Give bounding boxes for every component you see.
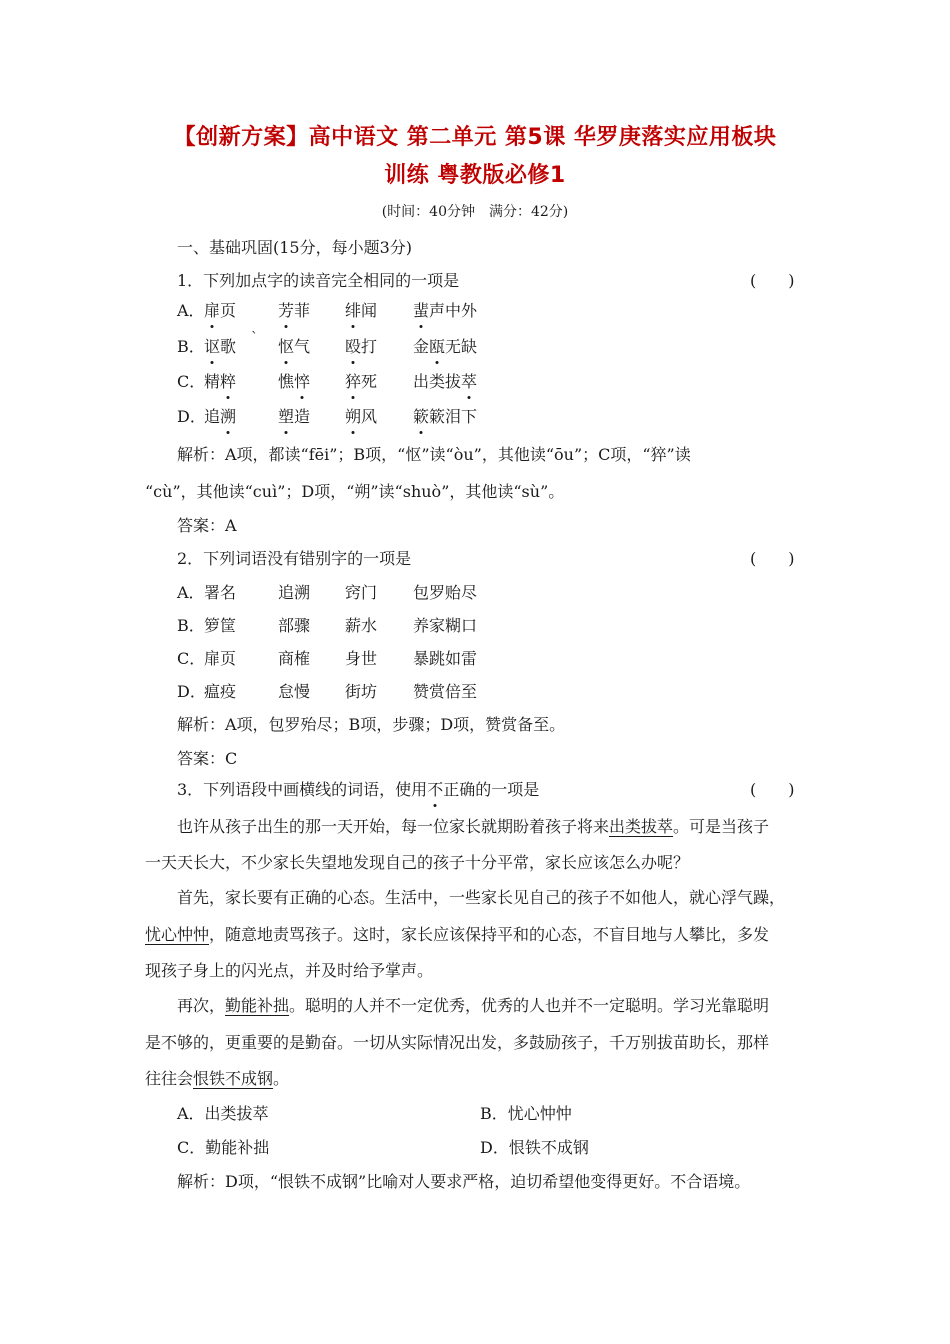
option-word: 扉页: [204, 649, 237, 668]
option-label: B．: [177, 616, 205, 635]
q2-answer-blank: ( ): [750, 549, 795, 568]
q3-para2-line3: 现孩子身上的闪光点，并及时给予掌声。: [145, 961, 434, 980]
option-word: [278, 404, 310, 427]
q3-option-b: B．忧心忡忡: [480, 1104, 572, 1123]
dotted-char: 猝: [345, 369, 361, 392]
dotted-char: 朔: [345, 404, 361, 427]
q3-para3-line2: 是不够的，更重要的是勤奋。一切从实际情况出发，多鼓励孩子，千万别拔苗助长，那样: [145, 1033, 770, 1052]
doc-title-line2: 训练 粤教版必修1: [384, 163, 566, 188]
option-word: 窍门: [345, 583, 378, 602]
section-heading: 一、基础巩固(15分，每小题3分): [177, 238, 413, 257]
q3-p3-text-d: 往往会: [145, 1069, 194, 1088]
q3-answer-blank: ( ): [750, 780, 795, 799]
option-word: [204, 404, 236, 427]
option-word: 包罗贻尽: [413, 583, 478, 602]
option-word: [278, 298, 310, 321]
dotted-char: 讴: [204, 334, 220, 357]
dotted-char: 蜚: [413, 298, 429, 321]
word-part: 憔: [278, 372, 295, 391]
option-word: 怠慢: [278, 682, 311, 701]
option-word: 商榷: [278, 649, 311, 668]
dotted-char: 溯: [220, 404, 236, 427]
q3-underlined-term-4: 恨铁不成钢: [193, 1069, 274, 1088]
option-word: [278, 334, 310, 357]
q3-para2-line2: [145, 922, 769, 945]
word-part: 金: [413, 337, 430, 356]
q3-option-d: D．恨铁不成钢: [480, 1138, 589, 1157]
dotted-char: 芳: [278, 298, 294, 321]
option-word: [345, 404, 377, 427]
q3-para2-line1: 首先，家长要有正确的心态。生活中，一些家长见自己的孩子不如他人，就心浮气躁，: [177, 888, 786, 907]
stray-mark: `: [251, 330, 258, 346]
word-part: 无缺: [445, 337, 478, 356]
q3-p3-text-e: 。: [273, 1069, 290, 1088]
dotted-char: 瓯: [429, 334, 445, 357]
q1-analysis-line2: “cù”，其他读“cuì”；D项，“朔”读“shuò”，其他读“sù”。: [145, 482, 565, 501]
dotted-char: 怄: [278, 334, 294, 357]
q1-analysis-line1: 解析：A项，都读“fēi”；B项，“怄”读“òu”，其他读“ōu”；C项，“猝”读: [177, 445, 691, 464]
option-label: D．: [177, 682, 206, 701]
option-label: A．: [177, 301, 205, 320]
q3-p3-text-a: 再次，: [177, 996, 226, 1015]
word-part: 风: [361, 407, 378, 426]
dotted-char: 扉: [204, 298, 220, 321]
option-word: [345, 298, 377, 321]
dotted-char: 萃: [461, 369, 477, 392]
option-word: 身世: [345, 649, 378, 668]
word-part: 声中外: [429, 301, 478, 320]
q3-underlined-term-2: 忧心忡忡: [145, 925, 210, 944]
q3-stem-dotted: 不: [427, 777, 443, 800]
q3-underlined-term-1: 出类拔萃: [609, 817, 674, 836]
word-part: 页: [220, 301, 237, 320]
option-word: [413, 334, 477, 357]
option-word: [204, 369, 236, 392]
q3-p1-text-b: 。可是当孩子: [673, 817, 770, 836]
option-word: [345, 334, 377, 357]
word-part: 闻: [361, 301, 378, 320]
q1-answer-blank: ( ): [750, 271, 795, 290]
word-part: 歌: [220, 337, 237, 356]
option-label: B．: [177, 337, 205, 356]
option-word: [204, 334, 236, 357]
q3-analysis: 解析：D项，“恨铁不成钢”比喻对人要求严格，迫切希望他变得更好。不合语境。: [177, 1172, 751, 1191]
word-part: 精: [204, 372, 221, 391]
option-word: [278, 369, 310, 392]
option-word: 追溯: [278, 583, 311, 602]
word-part: 追: [204, 407, 221, 426]
q1-stem: 1．下列加点字的读音完全相同的一项是: [177, 271, 460, 290]
word-part: 造: [294, 407, 311, 426]
q3-stem-a: 3．下列语段中画横线的词语，使用: [177, 780, 428, 799]
option-word: 街坊: [345, 682, 378, 701]
dotted-char: 殴: [345, 334, 361, 357]
dotted-char: 塑: [278, 404, 294, 427]
q3-para1-line2: 一天天长大，不少家长失望地发现自己的孩子十分平常，家长应该怎么办呢？: [145, 853, 690, 872]
option-word: [345, 369, 377, 392]
word-part: 簌泪下: [429, 407, 478, 426]
doc-title-line1: 【创新方案】高中语文 第二单元 第5课 华罗庚落实应用板块: [173, 125, 777, 150]
option-label: A．: [177, 583, 205, 602]
q3-para3-line3: [145, 1066, 289, 1089]
q3-underlined-term-3: 勤能补拙: [225, 996, 290, 1015]
q1-answer: 答案：A: [177, 516, 237, 535]
option-word: 薪水: [345, 616, 378, 635]
word-part: 死: [361, 372, 378, 391]
doc-meta: (时间：40分钟 满分：42分): [381, 204, 569, 220]
dotted-char: 悴: [294, 369, 310, 392]
option-word: 箩筐: [204, 616, 237, 635]
option-word: 养家糊口: [413, 616, 478, 635]
option-word: [413, 298, 477, 321]
dotted-char: 簌: [413, 404, 429, 427]
q3-p3-text-b: 。聪明的人并不一定优秀，优秀的人也并不一定聪明。学习光靠聪明: [289, 996, 770, 1015]
option-word: [413, 404, 477, 427]
word-part: 菲: [294, 301, 311, 320]
dotted-char: 粹: [220, 369, 236, 392]
q2-stem: 2．下列词语没有错别字的一项是: [177, 549, 412, 568]
option-label: C．: [177, 372, 206, 391]
q3-option-c: C．勤能补拙: [177, 1138, 270, 1157]
q2-analysis: 解析：A项，包罗殆尽；B项，步骤；D项，赞赏备至。: [177, 715, 566, 734]
word-part: 出类拔: [413, 372, 462, 391]
q3-para1-line1: [177, 814, 769, 837]
option-word: [413, 369, 477, 392]
option-word: 部骤: [278, 616, 311, 635]
option-word: [204, 298, 236, 321]
option-word: 暴跳如雷: [413, 649, 478, 668]
q3-stem: [177, 777, 539, 800]
q3-option-a: A．出类拔萃: [177, 1104, 269, 1123]
option-word: 署名: [204, 583, 237, 602]
q3-p2-text-b: ，随意地责骂孩子。这时，家长应该保持平和的心态，不盲目地与人攀比，多发: [209, 925, 770, 944]
option-label: D．: [177, 407, 206, 426]
q3-stem-b: 正确的一项是: [443, 780, 540, 799]
q3-p1-text: 也许从孩子出生的那一天开始，每一位家长就期盼着孩子将来: [177, 817, 610, 836]
q3-para3-line1: [177, 993, 769, 1016]
option-word: 瘟疫: [204, 682, 237, 701]
word-part: 气: [294, 337, 311, 356]
word-part: 打: [361, 337, 378, 356]
option-word: 赞赏倍至: [413, 682, 478, 701]
dotted-char: 绯: [345, 298, 361, 321]
q2-answer: 答案：C: [177, 749, 238, 768]
option-label: C．: [177, 649, 206, 668]
